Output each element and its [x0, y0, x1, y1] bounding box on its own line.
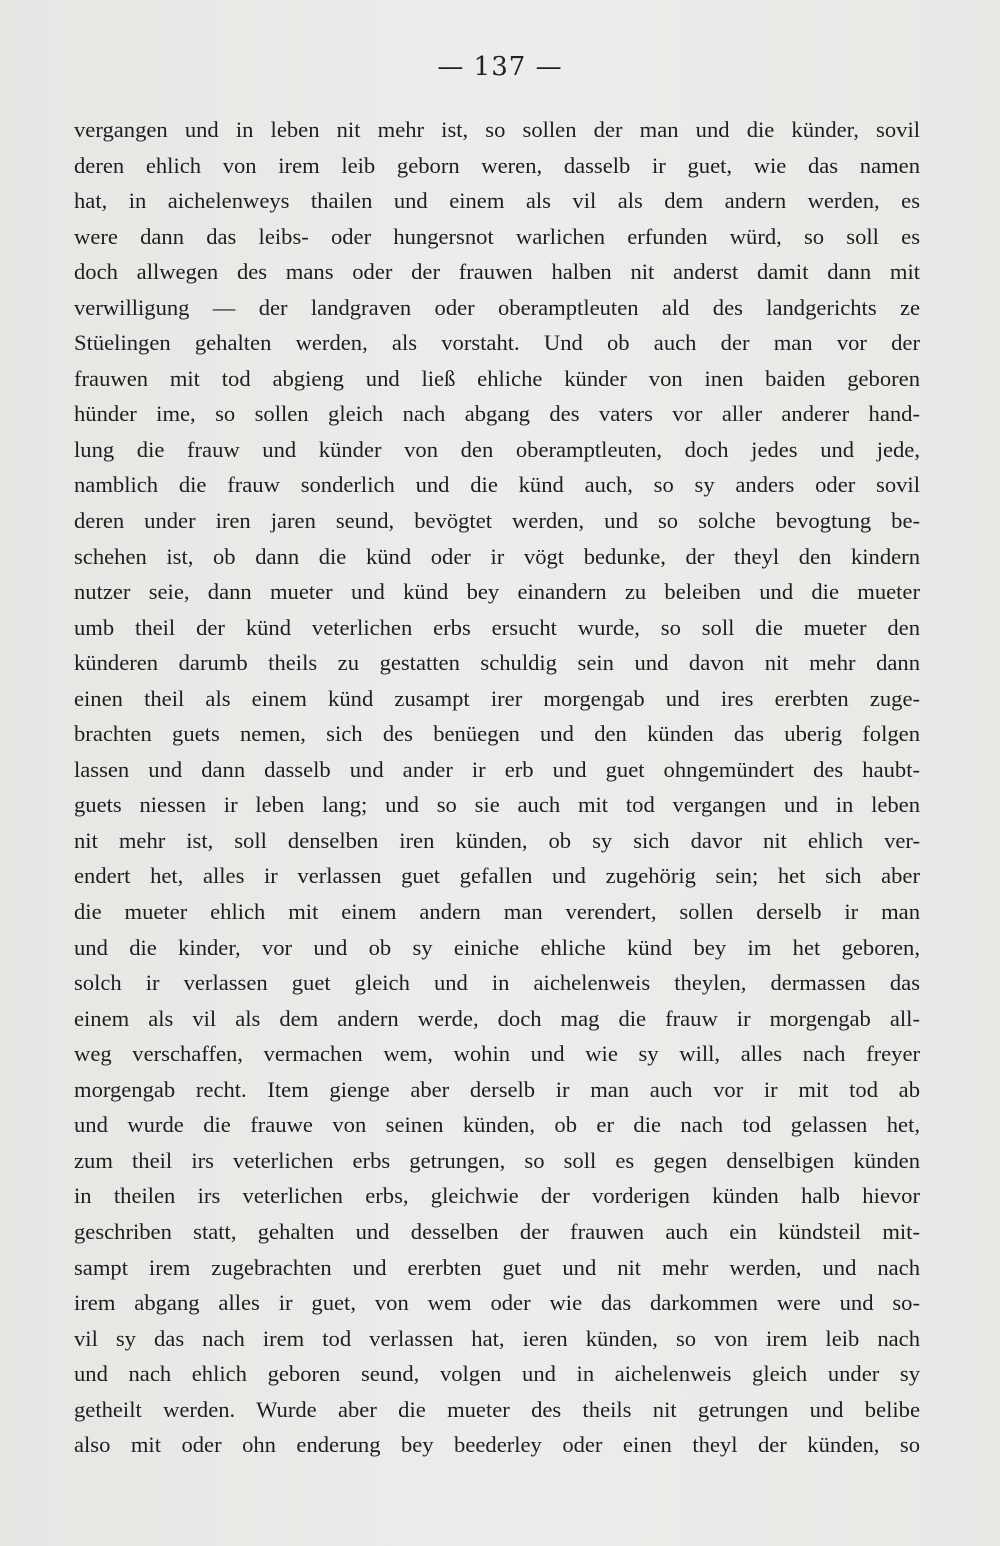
text-line: namblich die frauw sonderlich und die künd auch, so sy anders oder sovil	[74, 472, 920, 498]
text-line: vergangen und in leben nit mehr ist, so sollen der man und die künder, sovil	[74, 117, 920, 142]
text-line: schehen ist, ob dann die künd oder ir vögt bedunke, der theyl den kindern	[74, 543, 920, 569]
text-line: umb theil der künd veterlichen erbs ersucht wurde, so soll die mueter den	[74, 614, 920, 640]
text-line: deren under iren jaren seund, bevögtet werden, und so solche bevogtung be-	[74, 508, 920, 534]
text-line: lassen und dann dasselb und ander ir erb und guet ohngemündert des haubt-	[74, 756, 920, 782]
text-line: nutzer seie, dann mueter und künd bey einandern zu beleiben und die mueter	[74, 579, 920, 605]
text-line: in theilen irs veterlichen erbs, gleichwie der vorderigen künden halb hievor	[74, 1183, 920, 1209]
text-line: die mueter ehlich mit einem andern man verendert, sollen derselb ir man	[74, 899, 920, 925]
text-line: verwilligung — der landgraven oder oberamptleuten ald des landgerichts ze	[74, 294, 920, 320]
text-line: hat, in aichelenweys thailen und einem als vil als dem andern werden, es	[74, 188, 920, 214]
text-line: endert het, alles ir verlassen guet gefallen und zugehörig sein; het sich aber	[74, 863, 920, 889]
text-line: künderen darumb theils zu gestatten schuldig sein und davon nit mehr dann	[74, 650, 920, 676]
text-line: einen theil als einem künd zusampt irer morgengab und ires ererbten zuge-	[74, 685, 920, 711]
text-line: deren ehlich von irem leib geborn weren, dasselb ir guet, wie das namen	[74, 152, 920, 178]
text-line: guets niessen ir leben lang; und so sie auch mit tod vergangen und in leben	[74, 792, 920, 818]
text-line: frauwen mit tod abgieng und ließ ehliche künder von inen baiden geboren	[74, 365, 920, 391]
text-line: und die kinder, vor und ob sy einiche ehliche künd bey im het geboren,	[74, 934, 920, 960]
text-line: weg verschaffen, vermachen wem, wohin und wie sy will, alles nach freyer	[74, 1041, 920, 1067]
text-line: geschriben statt, gehalten und desselben der frauwen auch ein kündsteil mit-	[74, 1218, 920, 1244]
text-line: brachten guets nemen, sich des benüegen und den künden das uberig folgen	[74, 721, 920, 747]
text-line: irem abgang alles ir guet, von wem oder wie das darkommen were und so-	[74, 1290, 920, 1316]
text-line: also mit oder ohn enderung bey beederley oder einen theyl der künden, so	[74, 1432, 920, 1458]
text-line: morgengab recht. Item gienge aber derselb ir man auch vor ir mit tod ab	[74, 1076, 920, 1102]
text-line: vil sy das nach irem tod verlassen hat, ieren künden, so von irem leib nach	[74, 1325, 920, 1351]
body-text	[74, 112, 920, 1463]
text-line: solch ir verlassen guet gleich und in aichelenweis theylen, dermassen das	[74, 970, 920, 996]
text-line: nit mehr ist, soll denselben iren künden, ob sy sich davor nit ehlich ver-	[74, 827, 920, 853]
text-line: und wurde die frauwe von seinen künden, ob er die nach tod gelassen het,	[74, 1112, 920, 1138]
text-line: lung die frauw und künder von den oberamptleuten, doch jedes und jede,	[74, 436, 920, 462]
text-line: einem als vil als dem andern werde, doch mag die frauw ir morgengab all-	[74, 1005, 920, 1031]
text-line: und nach ehlich geboren seund, volgen und in aichelenweis gleich under sy	[74, 1361, 920, 1387]
text-line: Stüelingen gehalten werden, als vorstaht. Und ob auch der man vor der	[74, 330, 920, 356]
text-line: getheilt werden. Wurde aber die mueter des theils nit getrungen und belibe	[74, 1396, 920, 1422]
text-line: doch allwegen des mans oder der frauwen halben nit anderst damit dann mit	[74, 259, 920, 285]
text-line: hünder ime, so sollen gleich nach abgang des vaters vor aller anderer hand-	[74, 401, 920, 427]
text-line: sampt irem zugebrachten und ererbten guet und nit mehr werden, und nach	[74, 1254, 920, 1280]
text-line: zum theil irs veterlichen erbs getrungen, so soll es gegen denselbigen künden	[74, 1147, 920, 1173]
text-line: were dann das leibs- oder hungersnot warlichen erfunden würd, so soll es	[74, 223, 920, 249]
page-number: — 137 —	[437, 52, 563, 82]
